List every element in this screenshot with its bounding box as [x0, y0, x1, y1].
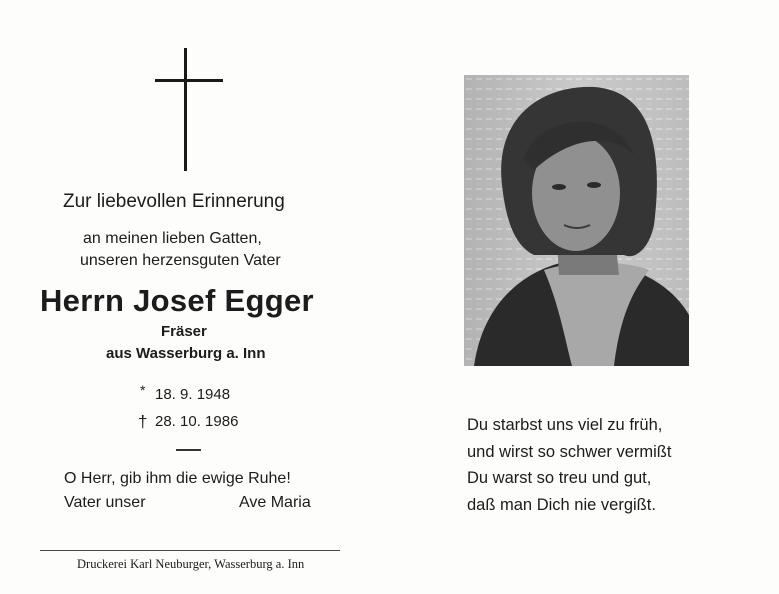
footer-rule [40, 550, 340, 551]
death-date: 28. 10. 1986 [155, 413, 239, 430]
cross-icon [184, 48, 187, 171]
divider-dash [176, 449, 201, 451]
dedication-line-1: an meinen lieben Gatten, [83, 230, 262, 247]
ave-maria: Ave Maria [239, 494, 311, 511]
verse-line-1: Du starbst uns viel zu früh, [467, 416, 663, 434]
vater-unser: Vater unser [64, 494, 146, 511]
birth-date: 18. 9. 1948 [155, 386, 231, 403]
origin: aus Wasserburg a. Inn [106, 345, 266, 362]
verse-line-4: daß man Dich nie vergißt. [467, 496, 656, 514]
prayer-text: O Herr, gib ihm die ewige Ruhe! [64, 470, 291, 487]
deceased-name: Herrn Josef Egger [40, 283, 314, 318]
profession: Fräser [161, 323, 207, 340]
portrait-photo [464, 75, 689, 366]
dedication-line-2: unseren herzensguten Vater [80, 252, 281, 269]
intro-text: Zur liebevollen Erinnerung [63, 191, 285, 212]
verse-line-2: und wirst so schwer vermißt [467, 443, 672, 461]
cross-icon-bar [155, 79, 223, 82]
verse-line-3: Du warst so treu und gut, [467, 469, 652, 487]
birth-star-icon: * [140, 382, 146, 398]
death-cross-icon: † [138, 412, 148, 431]
printer-credit: Druckerei Karl Neuburger, Wasserburg a. Inn [77, 557, 305, 571]
